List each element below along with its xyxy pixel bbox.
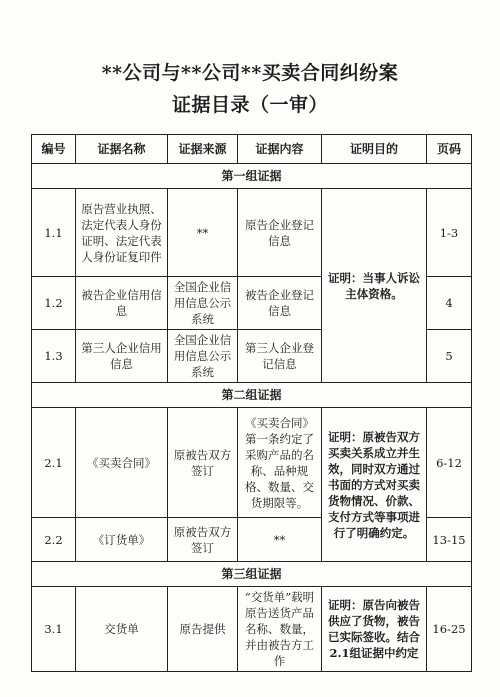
- row-content: 第三人企业登记信息: [238, 330, 322, 383]
- evidence-table: [31, 134, 472, 672]
- row-number: 2.1: [32, 408, 76, 518]
- group-row: [32, 383, 472, 408]
- row-name: 交货单: [76, 587, 168, 672]
- row-pages: 5: [427, 330, 472, 383]
- row-number: 1.2: [32, 277, 76, 330]
- group-title: 第二组证据: [32, 383, 472, 408]
- group-title: 第一组证据: [32, 164, 472, 189]
- row-content: 《买卖合同》第一条约定了采购产品的名称、品种规格、数量、交货期限等。: [238, 408, 322, 518]
- row-source: 全国企业信用信息公示系统: [168, 277, 238, 330]
- row-purpose: 证明：当事人诉讼主体资格。: [322, 189, 427, 383]
- row-name: 被告企业信用信息: [76, 277, 168, 330]
- row-purpose: 证明：原告向被告供应了货物，被告已实际签收。结合2.1组证据中约定: [322, 587, 427, 672]
- row-source: 原被告双方签订: [168, 408, 238, 518]
- row-name: 《订货单》: [76, 518, 168, 562]
- col-header-number: 编号: [32, 135, 76, 164]
- row-content: **: [238, 518, 322, 562]
- table-header-row: [32, 135, 472, 164]
- document-title: **公司与**公司**买卖合同纠纷案: [101, 62, 399, 84]
- col-header-source: 证据来源: [168, 135, 238, 164]
- row-pages: 4: [427, 277, 472, 330]
- row-source: 原告提供: [168, 587, 238, 672]
- row-pages: 13-15: [427, 518, 472, 562]
- row-number: 1.3: [32, 330, 76, 383]
- document-subtitle: 证据目录（一审）: [171, 94, 328, 116]
- row-content: “交货单”载明原告送货产品名称、数量，并由被告方工作: [238, 587, 322, 672]
- table-row: [32, 408, 472, 518]
- row-content: 被告企业登记信息: [238, 277, 322, 330]
- row-name: 第三人企业信用信息: [76, 330, 168, 383]
- col-header-name: 证据名称: [76, 135, 168, 164]
- row-source: 原被告双方签订: [168, 518, 238, 562]
- row-name: 原告营业执照、法定代表人身份证明、法定代表人身份证复印件: [76, 189, 168, 277]
- row-pages: 1-3: [427, 189, 472, 277]
- table-row: [32, 587, 472, 672]
- row-pages: 16-25: [427, 587, 472, 672]
- col-header-pages: 页码: [427, 135, 472, 164]
- row-source: 全国企业信用信息公示系统: [168, 330, 238, 383]
- row-source: **: [168, 189, 238, 277]
- group-title: 第三组证据: [32, 562, 472, 587]
- table-row: [32, 189, 472, 277]
- row-number: 3.1: [32, 587, 76, 672]
- row-name: 《买卖合同》: [76, 408, 168, 518]
- row-purpose: 证明：原被告双方买卖关系成立并生效，同时双方通过书面的方式对买卖货物情况、价款、支付方式等事项进行了明确约定。: [322, 408, 427, 562]
- group-row: [32, 562, 472, 587]
- row-number: 1.1: [32, 189, 76, 277]
- row-pages: 6-12: [427, 408, 472, 518]
- group-row: [32, 164, 472, 189]
- row-content: 原告企业登记信息: [238, 189, 322, 277]
- row-number: 2.2: [32, 518, 76, 562]
- col-header-content: 证据内容: [238, 135, 322, 164]
- col-header-purpose: 证明目的: [322, 135, 427, 164]
